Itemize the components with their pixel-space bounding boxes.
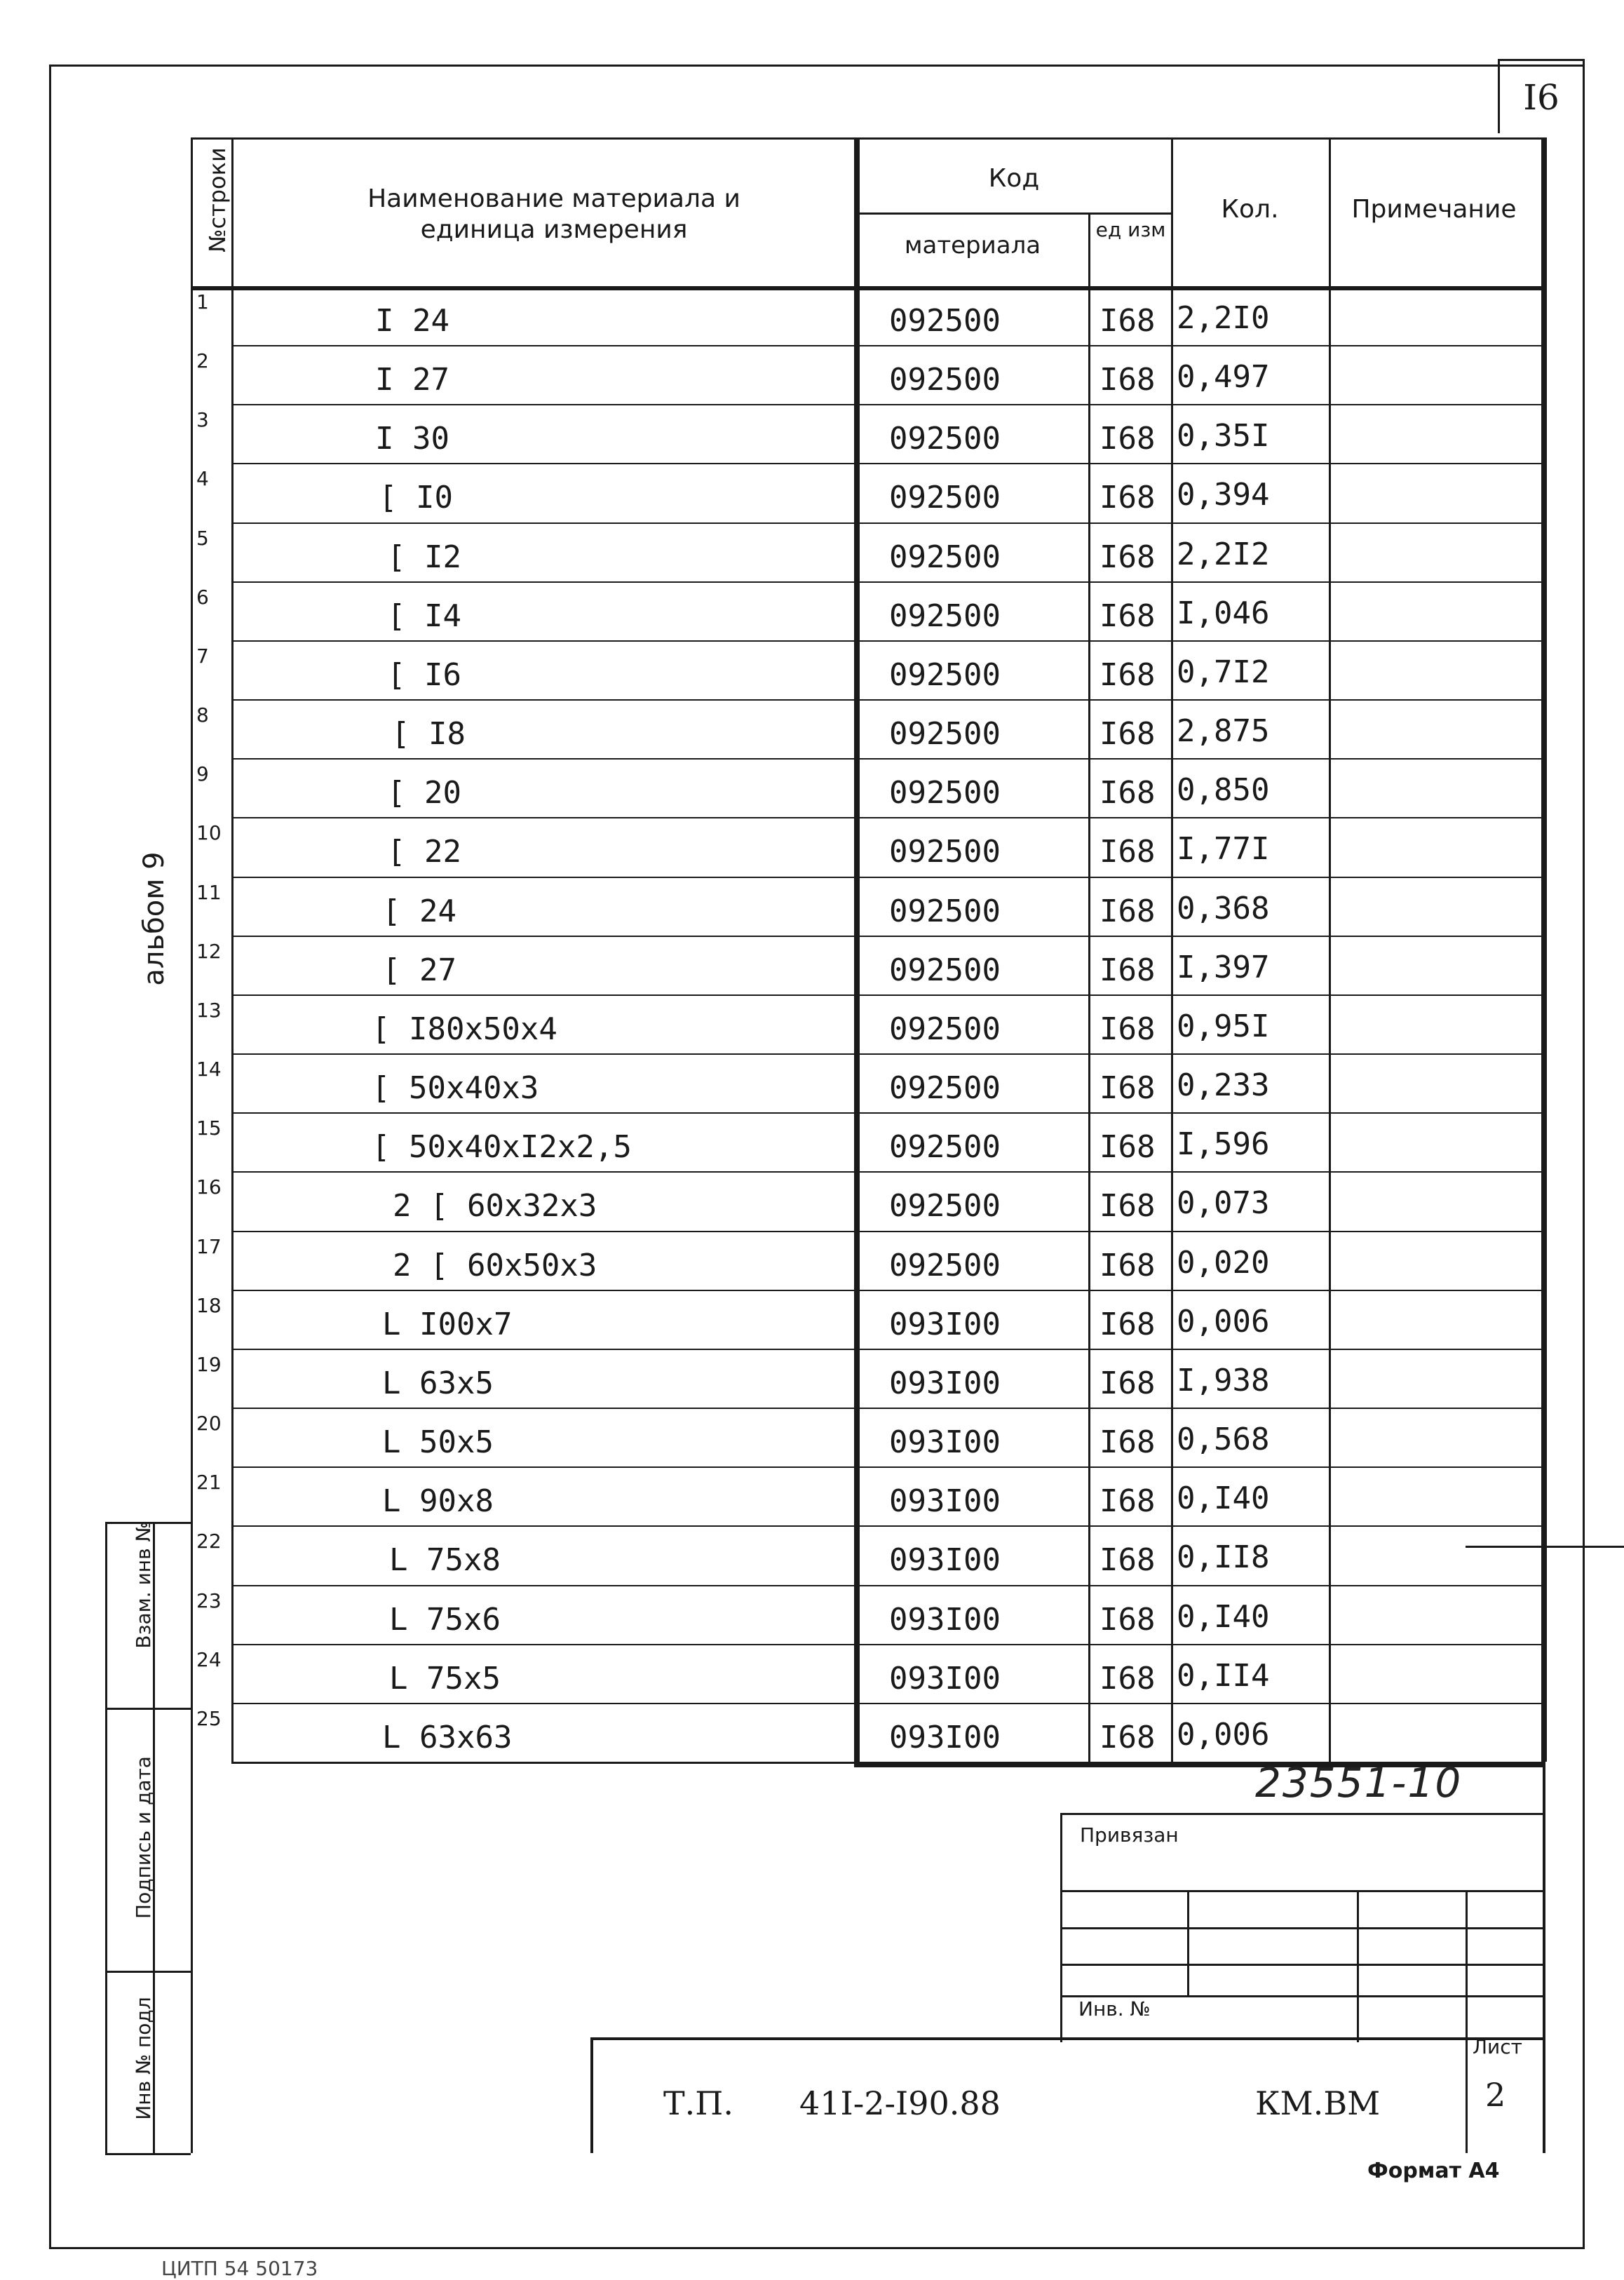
quantity: I,938 [1177,1363,1270,1398]
unit-code: I68 [1099,1483,1156,1519]
material-code: 092500 [889,480,1001,515]
format-label: Формат А4 [1367,2159,1500,2183]
material-name: [ 22 [387,834,461,870]
material-name: L 75x6 [389,1602,501,1638]
table-row [0,1053,1624,1112]
unit-code: I68 [1099,775,1156,811]
margin-podpis-data: Подпись и дата [132,1756,155,1919]
quantity: 2,2I2 [1177,537,1270,572]
material-code: 092500 [889,362,1001,398]
row-number: 15 [196,1117,222,1140]
margin-vzam-inv: Взам. инв № [132,1521,155,1649]
material-name: 2 [ 60x32x3 [393,1188,597,1224]
margin-inv-podl: Инв № подл [132,1997,155,2120]
material-code: 092500 [889,893,1001,929]
table-row [0,463,1624,522]
material-code: 093I00 [889,1483,1001,1519]
table-row [0,1112,1624,1171]
material-name: L 75x8 [389,1542,501,1578]
unit-code: I68 [1099,362,1156,398]
quantity: 0,I40 [1177,1480,1270,1516]
footer-code: ЦИТП 54 50173 [161,2257,318,2280]
table-row [0,345,1624,404]
unit-code: I68 [1099,1070,1156,1106]
material-code: 093I00 [889,1661,1001,1696]
row-number: 17 [196,1235,222,1258]
row-number: 4 [196,467,209,490]
row-number: 20 [196,1412,222,1435]
table-row [0,936,1624,994]
row-number: 7 [196,645,209,668]
unit-code: I68 [1099,1424,1156,1460]
privyazan-label: Привязан [1080,1823,1179,1847]
unit-code: I68 [1099,1248,1156,1283]
table-row [0,1466,1624,1525]
row-number: 3 [196,408,209,431]
material-code: 093I00 [889,1424,1001,1460]
grid-line [1060,1927,1545,1929]
row-number: 19 [196,1353,222,1376]
material-name: [ I8 [391,716,466,752]
quantity: 0,7I2 [1177,654,1270,690]
row-number: 9 [196,762,209,785]
table-row [0,1703,1624,1762]
material-code: 093I00 [889,1602,1001,1638]
material-name: [ I80x50x4 [372,1011,557,1047]
header-code-material: материала [904,231,1041,259]
material-name: [ 27 [382,952,456,988]
material-code: 092500 [889,539,1001,575]
grid-line [1357,1890,1359,2042]
grid-line [1187,1890,1189,1995]
unit-code: I68 [1099,598,1156,634]
header-qty: Кол. [1221,195,1279,224]
quantity: 0,073 [1177,1185,1270,1221]
unit-code: I68 [1099,1365,1156,1401]
table-row [0,581,1624,640]
quantity: I,596 [1177,1126,1270,1162]
unit-code: I68 [1099,1011,1156,1047]
row-number: 11 [196,881,222,904]
quantity: 0,497 [1177,359,1270,395]
material-code: 092500 [889,834,1001,870]
table-row [0,404,1624,463]
grid-line [191,1762,193,2153]
doc-number: 41I-2-I90.88 [799,2084,1001,2122]
header-code-unit: ед изм [1095,218,1166,241]
material-name: L I00x7 [382,1307,513,1342]
material-code: 093I00 [889,1720,1001,1755]
tp-label: Т.П. [663,2084,734,2122]
table-row [0,1290,1624,1349]
row-number: 21 [196,1471,222,1494]
grid-line [1060,1813,1545,1815]
material-name: 2 [ 60x50x3 [393,1248,597,1283]
row-number: 16 [196,1175,222,1199]
material-name: L 50x5 [382,1424,494,1460]
row-number: 18 [196,1294,222,1317]
header-code: Код [988,164,1040,193]
quantity: I,77I [1177,831,1270,867]
row-number: 1 [196,290,209,313]
table-row [0,1171,1624,1230]
unit-code: I68 [1099,303,1156,339]
material-code: 093I00 [889,1542,1001,1578]
unit-code: I68 [1099,952,1156,988]
unit-code: I68 [1099,1129,1156,1165]
material-name: [ I6 [387,657,461,693]
material-name: I 27 [375,362,449,398]
list-label: Лист [1473,2035,1522,2058]
material-code: 092500 [889,421,1001,457]
quantity: 0,95I [1177,1009,1270,1044]
row-number: 8 [196,703,209,727]
material-code: 093I00 [889,1307,1001,1342]
unit-code: I68 [1099,480,1156,515]
list-number: 2 [1485,2076,1506,2114]
header-name: Наименование материала и единица измерения [367,184,740,244]
row-number: 23 [196,1589,222,1612]
material-name: [ 50x40x3 [372,1070,539,1106]
table-row [0,1525,1624,1584]
table-row [0,1408,1624,1466]
grid-line [105,2153,191,2155]
table-row [0,1349,1624,1408]
grid-line [590,2037,593,2153]
unit-code: I68 [1099,716,1156,752]
quantity: 0,35I [1177,418,1270,454]
quantity: 0,I40 [1177,1599,1270,1635]
unit-code: I68 [1099,1307,1156,1342]
unit-code: I68 [1099,893,1156,929]
grid-line [1060,1964,1545,1966]
inv-no-label: Инв. № [1078,1997,1151,2021]
grid-line [1466,1890,1468,2153]
material-name: [ 50x40xI2x2,5 [372,1129,632,1165]
material-name: L 75x5 [389,1661,501,1696]
quantity: 0,II8 [1177,1539,1270,1575]
row-number: 10 [196,821,222,844]
quantity: 0,006 [1177,1304,1270,1340]
quantity: 0,020 [1177,1245,1270,1281]
material-name: L 63x5 [382,1365,494,1401]
unit-code: I68 [1099,1542,1156,1578]
doc-code: КМ.ВМ [1255,2084,1381,2122]
material-code: 092500 [889,716,1001,752]
unit-code: I68 [1099,421,1156,457]
grid-line [590,2037,1545,2040]
row-number: 24 [196,1648,222,1671]
table-row [0,640,1624,699]
material-code: 092500 [889,1129,1001,1165]
unit-code: I68 [1099,1661,1156,1696]
quantity: 0,568 [1177,1422,1270,1457]
material-code: 092500 [889,1248,1001,1283]
quantity: 2,875 [1177,713,1270,749]
material-code: 092500 [889,1011,1001,1047]
table-row [0,699,1624,758]
row-number: 6 [196,586,209,609]
row-number: 5 [196,527,209,550]
quantity: 0,850 [1177,772,1270,808]
material-code: 092500 [889,775,1001,811]
material-code: 092500 [889,598,1001,634]
material-code: 092500 [889,1188,1001,1224]
material-code: 092500 [889,1070,1001,1106]
row-number: 2 [196,349,209,372]
sheet-number: I6 [1498,59,1585,133]
material-name: I 30 [375,421,449,457]
row-number: 22 [196,1530,222,1553]
table-row [0,817,1624,876]
row-number: 14 [196,1058,222,1081]
quantity: 2,2I0 [1177,300,1270,336]
handwritten-number: 23551-10 [1255,1759,1463,1807]
quantity: I,397 [1177,950,1270,985]
unit-code: I68 [1099,1602,1156,1638]
unit-code: I68 [1099,1720,1156,1755]
material-code: 092500 [889,657,1001,693]
material-name: [ 24 [382,893,456,929]
row-number: 12 [196,940,222,963]
unit-code: I68 [1099,539,1156,575]
grid-line [231,1762,854,1764]
unit-code: I68 [1099,657,1156,693]
quantity: 0,233 [1177,1067,1270,1103]
quantity: I,046 [1177,595,1270,631]
table-row [0,877,1624,936]
row-number: 13 [196,999,222,1022]
material-name: [ I4 [387,598,461,634]
grid-line [1543,1762,1545,2153]
table-row [0,1585,1624,1644]
material-name: L 63x63 [382,1720,513,1755]
unit-code: I68 [1099,834,1156,870]
material-name: [ I0 [379,480,453,515]
material-code: 093I00 [889,1365,1001,1401]
material-code: 092500 [889,952,1001,988]
material-name: [ I2 [387,539,461,575]
table-row [0,286,1624,345]
table-row [0,1231,1624,1290]
album-label: альбом 9 [138,851,170,986]
header-row-no: №строки [204,147,231,252]
quantity: 0,368 [1177,891,1270,926]
material-name: [ 20 [387,775,461,811]
grid-line [1060,1890,1545,1892]
material-code: 092500 [889,303,1001,339]
quantity: 0,006 [1177,1717,1270,1753]
quantity: 0,394 [1177,477,1270,513]
material-name: L 90x8 [382,1483,494,1519]
unit-code: I68 [1099,1188,1156,1224]
grid-line [191,137,1543,140]
row-number: 25 [196,1707,222,1730]
table-row [0,994,1624,1053]
table-row [0,522,1624,581]
table-row [0,1644,1624,1703]
table-row [0,758,1624,817]
quantity: 0,II4 [1177,1658,1270,1694]
grid-line [857,213,1171,215]
header-note: Примечание [1351,195,1517,224]
material-name: I 24 [375,303,449,339]
